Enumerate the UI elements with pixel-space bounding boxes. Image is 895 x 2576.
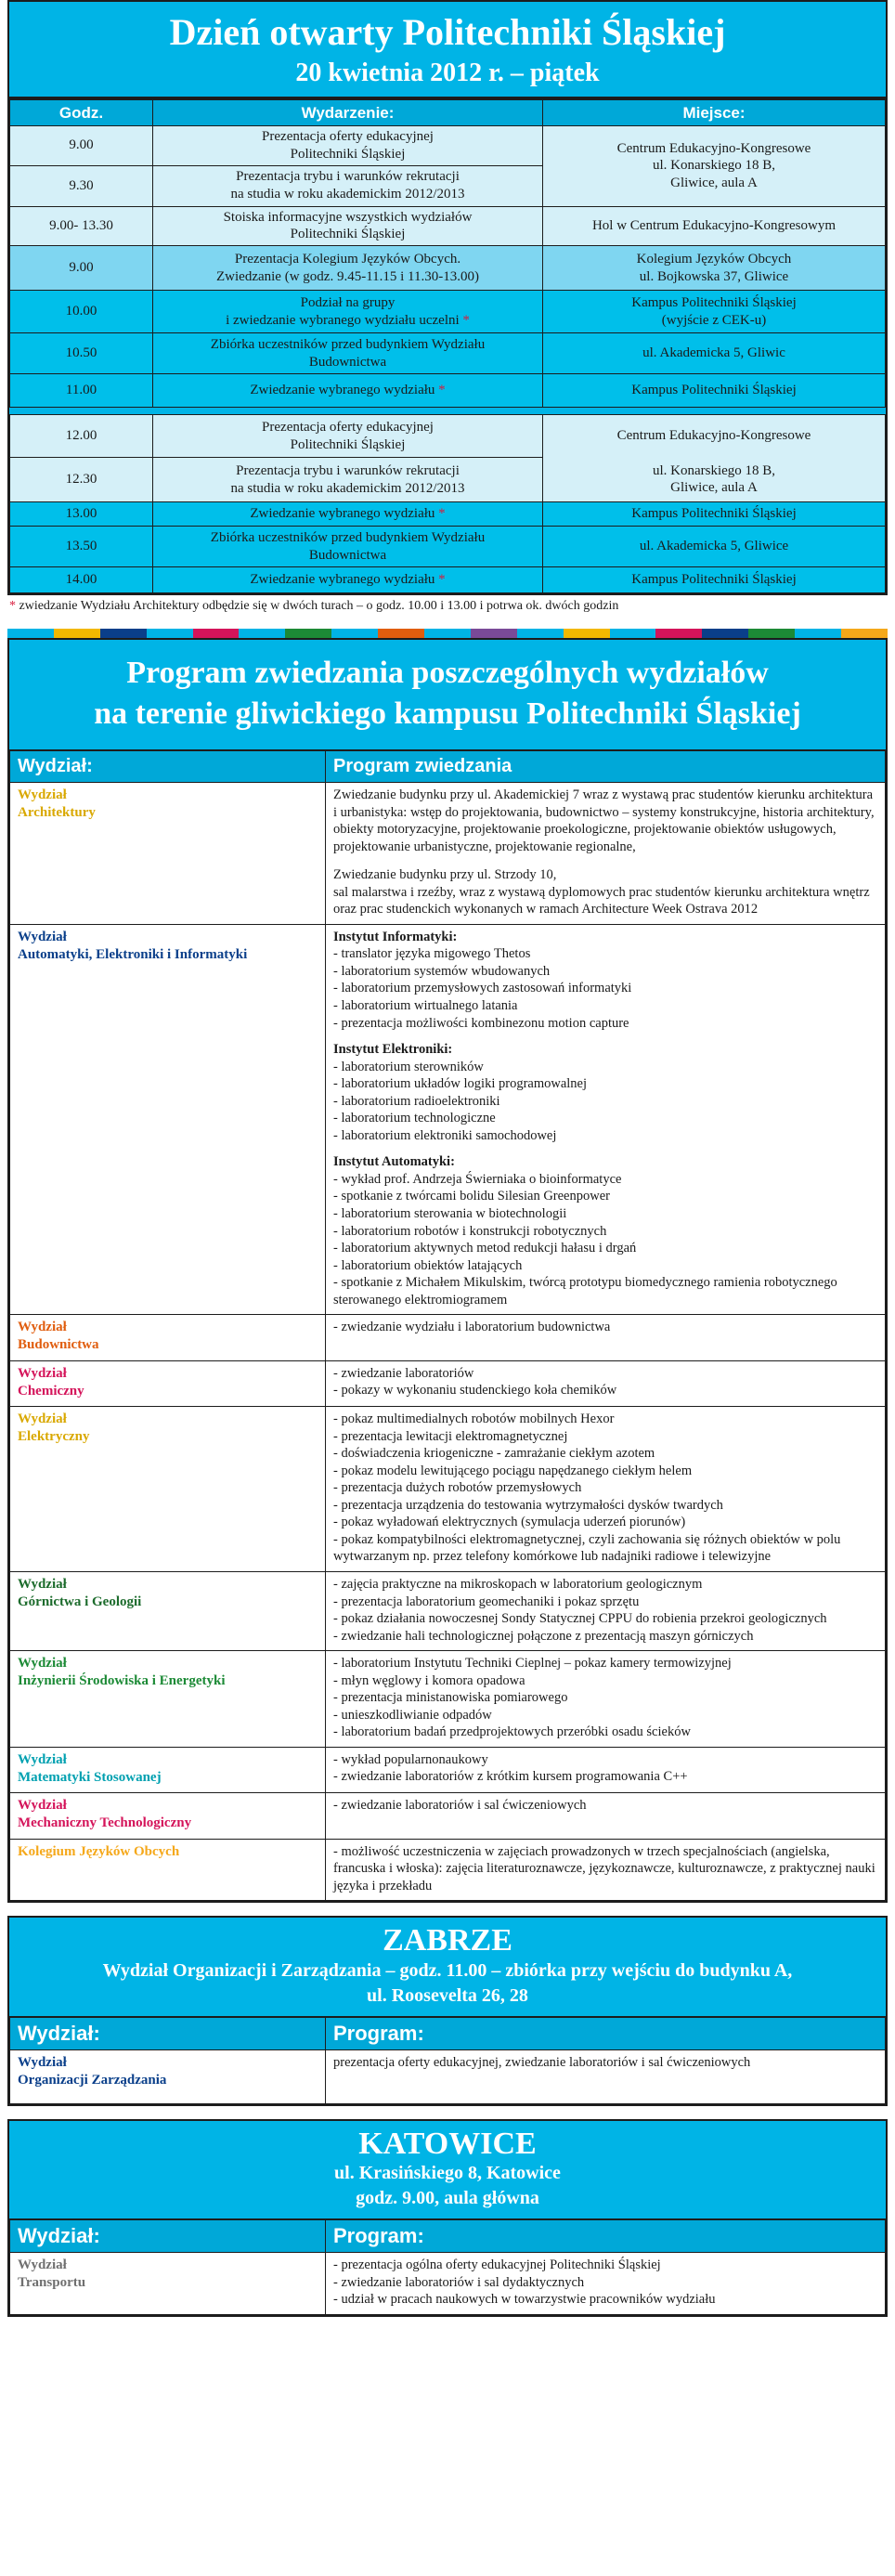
faculty-name: Wydział Mechaniczny Technologiczny bbox=[10, 1793, 326, 1839]
list-item: - spotkanie z twórcami bolidu Silesian Greenpower bbox=[333, 1189, 610, 1204]
table-row bbox=[10, 567, 886, 593]
schedule-section bbox=[7, 0, 888, 595]
zabrze-line1: Wydział Organizacji i Zarządzania – godz. 11.00 – zbiórka przy wejściu do budynku A, bbox=[102, 1959, 793, 1981]
table-row bbox=[10, 782, 886, 924]
table-row bbox=[10, 2049, 886, 2103]
program-cell bbox=[326, 1407, 886, 1572]
list-item: - laboratorium technologiczne bbox=[333, 1111, 496, 1126]
time-cell: 13.00 bbox=[10, 502, 153, 527]
event-cell: Prezentacja oferty edukacyjnej Politechniki Śląskiej bbox=[153, 415, 543, 458]
event-date: 20 kwietnia 2012 r. – piątek bbox=[295, 59, 600, 87]
list-item: - laboratorium robotów i konstrukcji robotycznych bbox=[333, 1223, 607, 1239]
color-stripe-segment bbox=[795, 629, 841, 638]
asterisk-mark: * bbox=[438, 383, 446, 398]
list-item: - zwiedzanie laboratoriów i sal dydaktycznych bbox=[333, 2274, 585, 2290]
table-row bbox=[10, 246, 886, 291]
color-stripe-segment bbox=[655, 629, 702, 638]
color-stripe bbox=[7, 629, 888, 638]
list-item: - laboratorium Instytutu Techniki Cieplnej – pokaz kamery termowizyjnej bbox=[333, 1656, 732, 1672]
table-row bbox=[10, 1839, 886, 1901]
faculty-name: Wydział Elektryczny bbox=[10, 1407, 326, 1572]
col-program: Program zwiedzania bbox=[326, 750, 886, 782]
list-item: - młyn węglowy i komora opadowa bbox=[333, 1672, 525, 1688]
institute-group bbox=[333, 1153, 877, 1308]
color-stripe-segment bbox=[748, 629, 795, 638]
program-cell bbox=[326, 1793, 886, 1839]
event-cell bbox=[153, 291, 543, 333]
list-item: - unieszkodliwianie odpadów bbox=[333, 1707, 492, 1723]
program-header bbox=[9, 640, 886, 749]
faculty-name: Wydział Organizacji Zarządzania bbox=[10, 2049, 326, 2103]
place-cell: Hol w Centrum Edukacyjno-Kongresowym bbox=[543, 206, 886, 246]
event-cell: Prezentacja trybu i warunków rekrutacji na studia w roku akademickim 2012/2013 bbox=[153, 458, 543, 502]
asterisk-mark: * bbox=[9, 599, 16, 614]
event-text: Zwiedzanie wybranego wydziału bbox=[250, 383, 435, 398]
place-cell: ul. Akademicka 5, Gliwic bbox=[543, 333, 886, 374]
color-stripe-segment bbox=[7, 629, 54, 638]
program-cell bbox=[326, 1360, 886, 1406]
footnote bbox=[7, 595, 888, 614]
event-text: Podział na grupy i zwiedzanie wybranego wydziału uczelni bbox=[226, 294, 460, 328]
table-row bbox=[10, 924, 886, 1314]
table-row bbox=[10, 458, 886, 502]
faculty-name: Wydział Budownictwa bbox=[10, 1315, 326, 1360]
program-paragraph: Zwiedzanie budynku przy ul. Strzody 10, sal malarstwa i rzeźby, wraz z wystawą dyplomowych prac studentów kierunku architektura wnętrz oraz prac studenckich wykonanych w ramach Architecture Week Ostrava 2012 bbox=[333, 867, 870, 917]
place-cell: Centrum Edukacyjno-Kongresowe ul. Konarskiego 18 B, Gliwice, aula A bbox=[543, 126, 886, 207]
list-item: - translator języka migowego Thetos bbox=[333, 946, 531, 962]
zabrze-header-row bbox=[10, 2017, 886, 2050]
time-cell: 12.30 bbox=[10, 458, 153, 502]
schedule-header-row bbox=[10, 98, 886, 126]
institute-group bbox=[333, 1041, 877, 1144]
program-cell: prezentacja oferty edukacyjnej, zwiedzanie laboratoriów i sal ćwiczeniowych bbox=[326, 2049, 886, 2103]
list-item: - laboratorium elektroniki samochodowej bbox=[333, 1127, 557, 1143]
list-item: - laboratorium układów logiki programowalnej bbox=[333, 1076, 588, 1092]
color-stripe-segment bbox=[378, 629, 424, 638]
list-item: - laboratorium sterowników bbox=[333, 1059, 484, 1074]
program-header-row bbox=[10, 750, 886, 782]
schedule-table bbox=[9, 97, 886, 594]
katowice-section bbox=[7, 2119, 888, 2317]
list-item: - prezentacja dużych robotów przemysłowych bbox=[333, 1480, 582, 1496]
table-row bbox=[10, 2253, 886, 2315]
table-row bbox=[10, 126, 886, 166]
katowice-city: KATOWICE bbox=[358, 2126, 537, 2161]
time-cell: 12.00 bbox=[10, 415, 153, 458]
col-faculty: Wydział: bbox=[10, 2219, 326, 2253]
col-time: Godz. bbox=[10, 98, 153, 126]
time-cell: 9.00 bbox=[10, 246, 153, 291]
event-cell: Prezentacja oferty edukacyjnej Politechniki Śląskiej bbox=[153, 126, 543, 166]
list-item: - wykład popularnonaukowy bbox=[333, 1751, 488, 1767]
event-text: Zwiedzanie wybranego wydziału bbox=[250, 572, 435, 588]
col-faculty: Wydział: bbox=[10, 750, 326, 782]
table-row bbox=[10, 1651, 886, 1748]
color-stripe-segment bbox=[471, 629, 517, 638]
institute-title: Instytut Elektroniki: bbox=[333, 1042, 453, 1058]
list-item: - możliwość uczestniczenia w zajęciach prowadzonych w trzech specjalnościach (angielska, francuska i włoska): zajęcia literaturoznawcze, językoznawcze, kulturoznawcze, z praktycznej nauki języka i przekładu bbox=[333, 1843, 876, 1893]
list-item: - pokaz kompatybilności elektromagnetycznej, czyli zachowania się różnych obiektów w polu wytwarzanym np. przez telefony komórkowe lub nadajniki radiowe i telewizyjne bbox=[333, 1531, 841, 1565]
faculty-name: Wydział Inżynierii Środowiska i Energetyki bbox=[10, 1651, 326, 1748]
asterisk-mark: * bbox=[438, 506, 446, 522]
program-table bbox=[9, 749, 886, 1901]
asterisk-mark: * bbox=[462, 312, 470, 328]
list-item: - laboratorium radioelektroniki bbox=[333, 1093, 500, 1109]
list-item: - laboratorium badań przedprojektowych przeróbki osadu ścieków bbox=[333, 1724, 691, 1740]
event-cell: Prezentacja Kolegium Języków Obcych. Zwiedzanie (w godz. 9.45-11.15 i 11.30-13.00) bbox=[153, 246, 543, 291]
list-item: - zwiedzanie wydziału i laboratorium budownictwa bbox=[333, 1320, 611, 1335]
table-row bbox=[10, 374, 886, 408]
list-item: - laboratorium wirtualnego latania bbox=[333, 997, 518, 1013]
faculty-name: Wydział Górnictwa i Geologii bbox=[10, 1571, 326, 1650]
list-item: - prezentacja ministanowiska pomiarowego bbox=[333, 1690, 568, 1706]
katowice-line1: ul. Krasińskiego 8, Katowice bbox=[334, 2163, 561, 2184]
page-title: Dzień otwarty Politechniki Śląskiej bbox=[169, 11, 726, 53]
zabrze-line2: ul. Roosevelta 26, 28 bbox=[367, 1984, 528, 2006]
time-cell: 9.00- 13.30 bbox=[10, 206, 153, 246]
color-stripe-segment bbox=[610, 629, 656, 638]
program-cell bbox=[326, 1839, 886, 1901]
event-cell bbox=[153, 374, 543, 408]
table-row bbox=[10, 1360, 886, 1406]
list-item: - laboratorium aktywnych metod redukcji hałasu i drgań bbox=[333, 1241, 637, 1256]
event-cell bbox=[153, 502, 543, 527]
place-cell: Kolegium Języków Obcych ul. Bojkowska 37, Gliwice bbox=[543, 246, 886, 291]
place-cell: ul. Akademicka 5, Gliwice bbox=[543, 527, 886, 567]
zabrze-city: ZABRZE bbox=[383, 1923, 512, 1958]
table-row bbox=[10, 415, 886, 458]
program-section bbox=[7, 638, 888, 1903]
time-cell: 9.30 bbox=[10, 165, 153, 206]
place-cell: ul. Konarskiego 18 B, Gliwice, aula A bbox=[543, 458, 886, 502]
col-program: Program: bbox=[326, 2219, 886, 2253]
place-cell: Kampus Politechniki Śląskiej bbox=[543, 502, 886, 527]
list-item: - doświadczenia kriogeniczne - zamrażanie ciekłym azotem bbox=[333, 1446, 655, 1462]
asterisk-mark: * bbox=[438, 572, 446, 588]
color-stripe-segment bbox=[331, 629, 378, 638]
list-item: - zwiedzanie hali technologicznej połączone z prezentacją maszyn górniczych bbox=[333, 1628, 754, 1644]
faculty-name: Kolegium Języków Obcych bbox=[10, 1839, 326, 1901]
institute-title: Instytut Automatyki: bbox=[333, 1154, 455, 1170]
schedule-header bbox=[9, 2, 886, 97]
color-stripe-segment bbox=[424, 629, 471, 638]
time-cell: 14.00 bbox=[10, 567, 153, 593]
list-item: - zwiedzanie laboratoriów bbox=[333, 1365, 474, 1381]
zabrze-table bbox=[9, 2016, 886, 2104]
list-item: - wykład prof. Andrzeja Świerniaka o bioinformatyce bbox=[333, 1171, 622, 1187]
program-cell bbox=[326, 1747, 886, 1792]
list-item: - prezentacja laboratorium geomechaniki i pokaz sprzętu bbox=[333, 1594, 640, 1609]
program-cell bbox=[326, 782, 886, 924]
list-item: - pokaz wyładowań elektrycznych (symulacja uderzeń piorunów) bbox=[333, 1515, 686, 1530]
list-item: - laboratorium obiektów latających bbox=[333, 1257, 523, 1273]
zabrze-header bbox=[9, 1918, 886, 2015]
col-event: Wydarzenie: bbox=[153, 98, 543, 126]
time-cell: 10.50 bbox=[10, 333, 153, 374]
col-place: Miejsce: bbox=[543, 98, 886, 126]
event-cell bbox=[153, 567, 543, 593]
list-item: - prezentacja ogólna oferty edukacyjnej Politechniki Śląskiej bbox=[333, 2257, 661, 2273]
color-stripe-segment bbox=[517, 629, 564, 638]
table-row bbox=[10, 527, 886, 567]
place-cell: Centrum Edukacyjno-Kongresowe bbox=[543, 415, 886, 458]
color-stripe-segment bbox=[841, 629, 888, 638]
table-row bbox=[10, 502, 886, 527]
katowice-table bbox=[9, 2218, 886, 2315]
table-row bbox=[10, 206, 886, 246]
table-row bbox=[10, 1407, 886, 1572]
list-item: - pokaz działania nowoczesnej Sondy Statycznej CPPU do robienia przekroi geologicznych bbox=[333, 1611, 827, 1627]
list-item: - udział w pracach naukowych w towarzystwie pracowników wydziału bbox=[333, 2292, 716, 2308]
list-item: - laboratorium przemysłowych zastosowań informatyki bbox=[333, 981, 632, 996]
color-stripe-segment bbox=[100, 629, 147, 638]
faculty-name: Wydział Automatyki, Elektroniki i Informatyki bbox=[10, 924, 326, 1314]
event-cell: Stoiska informacyjne wszystkich wydziałów Politechniki Śląskiej bbox=[153, 206, 543, 246]
list-item: - prezentacja możliwości kombinezonu motion capture bbox=[333, 1015, 629, 1031]
program-title-line2: na terenie gliwickiego kampusu Politechniki Śląskiej bbox=[94, 696, 801, 732]
katowice-header-row bbox=[10, 2219, 886, 2253]
footnote-text: zwiedzanie Wydziału Architektury odbędzie się w dwóch turach – o godz. 10.00 i 13.00 i potrwa ok. dwóch godzin bbox=[19, 599, 619, 614]
list-item: - pokaz modelu lewitującego pociągu napędzanego ciekłym helem bbox=[333, 1463, 693, 1478]
list-item: - prezentacja urządzenia do testowania wytrzymałości dysków twardych bbox=[333, 1497, 723, 1513]
row-separator bbox=[10, 408, 886, 415]
faculty-name: Wydział Matematyki Stosowanej bbox=[10, 1747, 326, 1792]
katowice-line2: godz. 9.00, aula główna bbox=[356, 2188, 539, 2209]
time-cell: 11.00 bbox=[10, 374, 153, 408]
program-cell bbox=[326, 1651, 886, 1748]
event-text: Zwiedzanie wybranego wydziału bbox=[250, 506, 435, 522]
zabrze-section bbox=[7, 1916, 888, 2105]
place-cell: Kampus Politechniki Śląskiej bbox=[543, 374, 886, 408]
event-cell: Zbiórka uczestników przed budynkiem Wydziału Budownictwa bbox=[153, 333, 543, 374]
table-row bbox=[10, 291, 886, 333]
program-title-line1: Program zwiedzania poszczególnych wydziałów bbox=[126, 656, 769, 691]
table-row bbox=[10, 1315, 886, 1360]
place-cell: Kampus Politechniki Śląskiej (wyjście z CEK-u) bbox=[543, 291, 886, 333]
col-faculty: Wydział: bbox=[10, 2017, 326, 2050]
color-stripe-segment bbox=[147, 629, 193, 638]
event-cell: Zbiórka uczestników przed budynkiem Wydziału Budownictwa bbox=[153, 527, 543, 567]
list-item: - zajęcia praktyczne na mikroskopach w laboratorium geologicznym bbox=[333, 1576, 703, 1592]
color-stripe-segment bbox=[702, 629, 748, 638]
time-cell: 13.50 bbox=[10, 527, 153, 567]
list-item: - spotkanie z Michałem Mikulskim, twórcą prototypu biomedycznego ramienia robotycznego sterowanego elektromiogramem bbox=[333, 1275, 837, 1308]
list-item: - zwiedzanie laboratoriów z krótkim kursem programowania C++ bbox=[333, 1769, 688, 1785]
list-item: - laboratorium sterowania w biotechnologii bbox=[333, 1206, 567, 1221]
color-stripe-segment bbox=[285, 629, 331, 638]
faculty-name: Wydział Architektury bbox=[10, 782, 326, 924]
list-item: - pokazy w wykonaniu studenckiego koła chemików bbox=[333, 1383, 617, 1399]
table-row bbox=[10, 1571, 886, 1650]
table-row bbox=[10, 333, 886, 374]
table-row bbox=[10, 1793, 886, 1839]
institute-title: Instytut Informatyki: bbox=[333, 929, 458, 944]
katowice-header bbox=[9, 2121, 886, 2218]
color-stripe-segment bbox=[193, 629, 240, 638]
table-row bbox=[10, 1747, 886, 1792]
color-stripe-segment bbox=[54, 629, 100, 638]
faculty-name: Wydział Chemiczny bbox=[10, 1360, 326, 1406]
faculty-name: Wydział Transportu bbox=[10, 2253, 326, 2315]
program-paragraph: Zwiedzanie budynku przy ul. Akademickiej 7 wraz z wystawą prac studentów kierunku architektura i urbanistyka: wstęp do projektowania, budownictwo – systemy konstrukcyjne, historia architektury, obiekty motoryzacyjne, projektowanie proekologiczne, projektowanie obiektów usługowych, projektowanie urbanistyczne, projektowanie regionalne, bbox=[333, 787, 875, 854]
list-item: - laboratorium systemów wbudowanych bbox=[333, 963, 551, 979]
list-item: - pokaz multimedialnych robotów mobilnych Hexor bbox=[333, 1412, 615, 1427]
program-cell bbox=[326, 2253, 886, 2315]
time-cell: 9.00 bbox=[10, 126, 153, 166]
institute-group bbox=[333, 929, 877, 1032]
color-stripe-segment bbox=[564, 629, 610, 638]
col-program: Program: bbox=[326, 2017, 886, 2050]
program-cell bbox=[326, 1571, 886, 1650]
program-cell bbox=[326, 924, 886, 1314]
color-stripe-segment bbox=[239, 629, 285, 638]
program-cell bbox=[326, 1315, 886, 1360]
event-cell: Prezentacja trybu i warunków rekrutacji na studia w roku akademickim 2012/2013 bbox=[153, 165, 543, 206]
list-item: - zwiedzanie laboratoriów i sal ćwiczeniowych bbox=[333, 1798, 587, 1814]
place-cell: Kampus Politechniki Śląskiej bbox=[543, 567, 886, 593]
time-cell: 10.00 bbox=[10, 291, 153, 333]
list-item: - prezentacja lewitacji elektromagnetycznej bbox=[333, 1428, 568, 1444]
